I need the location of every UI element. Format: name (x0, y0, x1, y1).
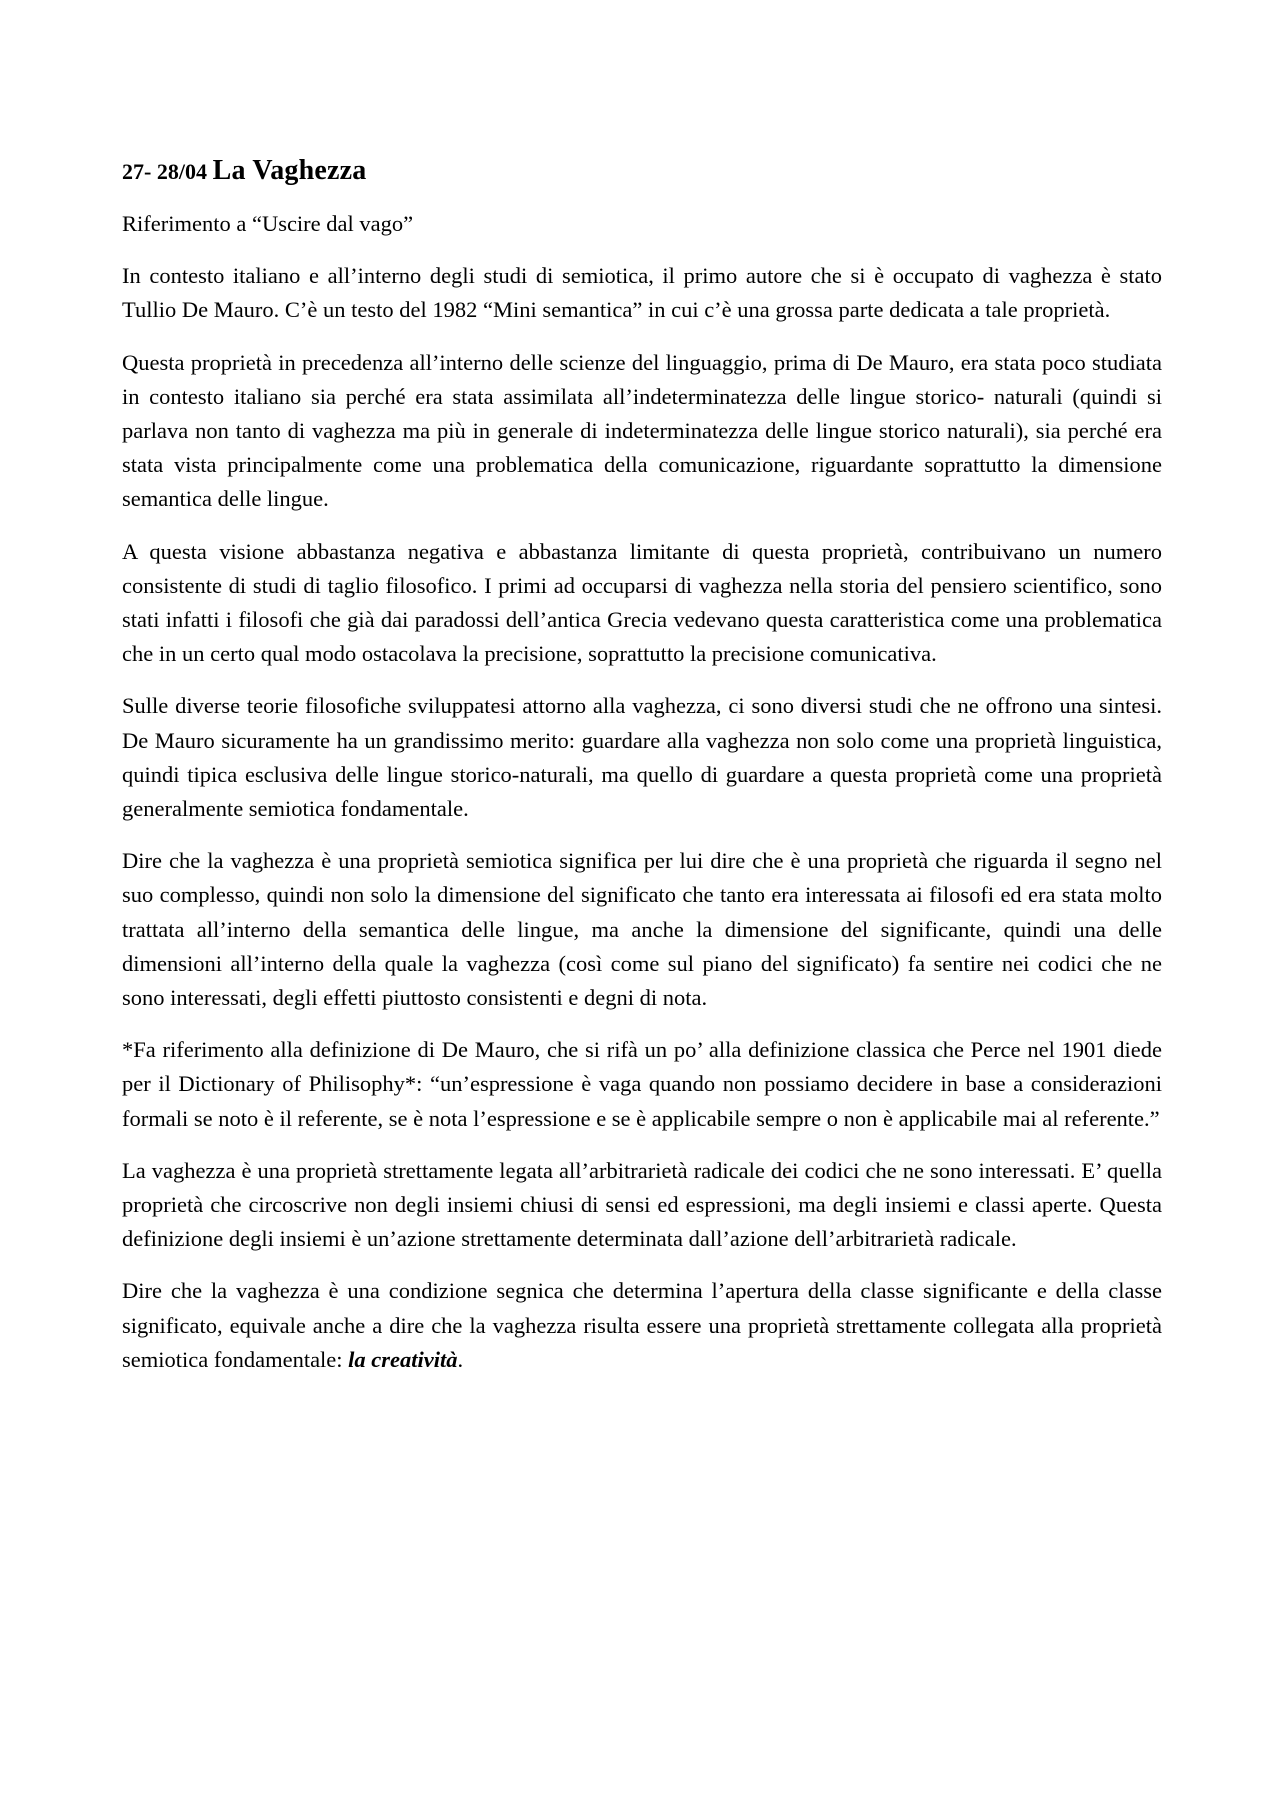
paragraph-8 (122, 1274, 1162, 1377)
paragraph-4: Sulle diverse teorie filosofiche sviluppatesi attorno alla vaghezza, ci sono diversi studi che ne offrono una sintesi. De Mauro sicuramente ha un grandissimo merito: guardare alla vaghezza non solo come una proprietà linguistica, quindi tipica esclusiva delle lingue storico-naturali, ma quello di guardare a questa proprietà come una proprietà generalmente semiotica fondamentale. (122, 693, 1162, 822)
title-date: 27- 28/04 (122, 159, 207, 184)
reference-line: Riferimento a “Uscire dal vago” (122, 211, 414, 236)
paragraph-8-end: . (457, 1346, 464, 1372)
paragraph-3: A questa visione abbastanza negativa e abbastanza limitante di questa proprietà, contribuivano un numero consistente di studi di taglio filosofico. I primi ad occuparsi di vaghezza nella storia del pensiero scientifico, sono stati infatti i filosofi che già dai paradossi dell’antica Grecia vedevano questa caratteristica come una problematica che in un certo qual modo ostacolava la precisione, soprattutto la precisione comunicativa. (122, 538, 1162, 667)
paragraph-8-text: Dire che la vaghezza è una condizione segnica che determina l’apertura della classe significante e della classe significato, equivale anche a dire che la vaghezza risulta essere una proprietà strettamente collegata alla proprietà semiotica fondamentale: (122, 1278, 1162, 1372)
paragraph-1: In contesto italiano e all’interno degli studi di semiotica, il primo autore che si è occupato di vaghezza è stato Tullio De Mauro. C’è un testo del 1982 “Mini semantica” in cui c’è una grossa parte dedicata a tale proprietà. (122, 263, 1162, 323)
paragraph-2: Questa proprietà in precedenza all’interno delle scienze del linguaggio, prima di De Mauro, era stata poco studiata in contesto italiano sia perché era stata assimilata all’indeterminatezza delle lingue storico- naturali (quindi si parlava non tanto di vaghezza ma più in generale di indeterminatezza delle lingue storico naturali), sia perché era stata vista principalmente come una problematica della comunicazione, riguardante soprattutto la dimensione semantica delle lingue. (122, 349, 1162, 512)
emphasis-creativity: la creatività (348, 1346, 458, 1372)
title-main: La Vaghezza (212, 155, 367, 186)
document-body (122, 150, 1162, 1395)
paragraph-5: Dire che la vaghezza è una proprietà semiotica significa per lui dire che è una proprietà che riguarda il segno nel suo complesso, quindi non solo la dimensione del significato che tanto era interessata ai filosofi ed era stata molto trattata all’interno della semantica delle lingue, ma anche la dimensione del significante, quindi una delle dimensioni all’interno della quale la vaghezza (così come sul piano del significato) fa sentire nei codici che ne sono interessati, degli effetti piuttosto consistenti e degni di nota. (122, 848, 1162, 1011)
paragraph-7: La vaghezza è una proprietà strettamente legata all’arbitrarietà radicale dei codici che ne sono interessati. E’ quella proprietà che circoscrive non degli insiemi chiusi di sensi ed espressioni, ma degli insiemi e classi aperte. Questa definizione degli insiemi è un’azione strettamente determinata dall’azione dell’arbitrarietà radicale. (122, 1157, 1162, 1252)
page-title (122, 150, 1162, 193)
paragraph-6: *Fa riferimento alla definizione di De Mauro, che si rifà un po’ alla definizione classica che Perce nel 1901 diede per il Dictionary of Philisophy*: “un’espressione è vaga quando non possiamo decidere in base a considerazioni formali se noto è il referente, se è nota l’espressione e se è applicabile sempre o non è applicabile mai al referente.” (122, 1037, 1162, 1131)
